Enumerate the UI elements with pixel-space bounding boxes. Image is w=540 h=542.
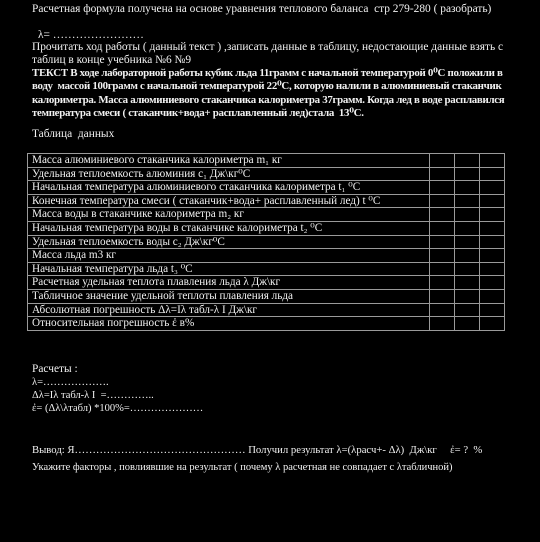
table-value-cell[interactable]: [480, 317, 505, 331]
table-value-cell[interactable]: [455, 289, 480, 303]
data-table: [27, 153, 505, 331]
table-row-label: Начальная температура воды в стаканчике калориметра t₂ ⁰С: [28, 221, 430, 235]
table-value-cell[interactable]: [430, 303, 455, 317]
table-value-cell[interactable]: [480, 181, 505, 195]
table-row-label: Масса воды в стаканчике калориметра m₂ кг: [28, 208, 430, 222]
table-row-label: Табличное значение удельной теплоты плавления льда: [28, 289, 430, 303]
task-text: [32, 67, 512, 120]
calc-lambda: λ=……………….: [32, 377, 109, 388]
table-value-cell[interactable]: [480, 262, 505, 276]
intro-line: Расчетная формула получена на основе уравнения теплового баланса стр 279-280 ( разобрать): [32, 3, 492, 15]
table-row-label: Конечная температура смеси ( стаканчик+вода+ расплавленный лед) t ⁰С: [28, 194, 430, 208]
table-value-cell[interactable]: [480, 303, 505, 317]
factors-question: Укажите факторы , повлиявшие на результат ( почему λ расчетная не совпадает с λтабличной): [32, 462, 453, 473]
table-row: [28, 276, 505, 290]
table-value-cell[interactable]: [480, 235, 505, 249]
table-row: [28, 181, 505, 195]
table-value-cell[interactable]: [430, 221, 455, 235]
table-row-label: Абсолютная погрешность Δλ=Iλ табл-λ I Дж\кг: [28, 303, 430, 317]
table-value-cell[interactable]: [430, 317, 455, 331]
table-value-cell[interactable]: [480, 289, 505, 303]
table-value-cell[interactable]: [455, 194, 480, 208]
table-row: [28, 154, 505, 168]
table-value-cell[interactable]: [480, 167, 505, 181]
table-value-cell[interactable]: [480, 208, 505, 222]
table-row: [28, 235, 505, 249]
table-value-cell[interactable]: [430, 235, 455, 249]
table-row-label: Начальная температура алюминиевого стаканчика калориметра t₁ ⁰С: [28, 181, 430, 195]
table-value-cell[interactable]: [430, 208, 455, 222]
table-value-cell[interactable]: [480, 249, 505, 263]
table-value-cell[interactable]: [455, 235, 480, 249]
table-value-cell[interactable]: [455, 249, 480, 263]
data-table-body: [28, 154, 505, 331]
table-caption: Таблица данных: [32, 128, 115, 140]
table-row: [28, 194, 505, 208]
conclusion-line: Вывод: Я………………………………………… Получил результат λ=(λрасч+- Δλ) Дж\кг ἐ= ? %: [32, 444, 483, 456]
lambda-placeholder: λ= ……………………: [38, 29, 144, 41]
table-value-cell[interactable]: [480, 154, 505, 168]
table-value-cell[interactable]: [430, 154, 455, 168]
instruction-text: Прочитать ход работы ( данный текст ) ,записать данные в таблицу, недостающие данные взять с таблиц в конце учебника №6 №9: [32, 41, 506, 67]
table-value-cell[interactable]: [455, 262, 480, 276]
task-final-temperature: стала 13⁰С.: [308, 106, 364, 119]
table-value-cell[interactable]: [455, 208, 480, 222]
table-value-cell[interactable]: [430, 289, 455, 303]
table-value-cell[interactable]: [455, 317, 480, 331]
table-value-cell[interactable]: [430, 181, 455, 195]
table-row-label: Удельная теплоемкость алюминия c₁ Дж\кг⁰С: [28, 167, 430, 181]
table-row-label: Расчетная удельная теплота плавления льда λ Дж\кг: [28, 276, 430, 290]
table-row: [28, 167, 505, 181]
table-value-cell[interactable]: [455, 276, 480, 290]
table-row: [28, 303, 505, 317]
table-value-cell[interactable]: [430, 167, 455, 181]
table-row-label: Масса алюминиевого стаканчика калориметра m₁ кг: [28, 154, 430, 168]
table-row-label: Удельная теплоемкость воды c₂ Дж\кг⁰С: [28, 235, 430, 249]
table-value-cell[interactable]: [480, 194, 505, 208]
table-row-label: Начальная температура льда t₃ ⁰С: [28, 262, 430, 276]
calculations-title: Расчеты :: [32, 363, 78, 375]
table-value-cell[interactable]: [430, 249, 455, 263]
table-row: [28, 317, 505, 331]
table-row: [28, 262, 505, 276]
table-row-label: Относительная погрешность ἐ в%: [28, 317, 430, 331]
table-value-cell[interactable]: [430, 262, 455, 276]
table-row: [28, 289, 505, 303]
table-value-cell[interactable]: [480, 221, 505, 235]
table-row: [28, 208, 505, 222]
table-value-cell[interactable]: [455, 181, 480, 195]
table-row: [28, 249, 505, 263]
table-value-cell[interactable]: [455, 303, 480, 317]
table-value-cell[interactable]: [430, 194, 455, 208]
table-value-cell[interactable]: [455, 167, 480, 181]
calc-absolute-error: Δλ=Iλ табл-λ I =…………..: [32, 390, 154, 401]
table-row: [28, 221, 505, 235]
task-body: ТЕКСТ В ходе лабораторной работы кубик льда 11грамм с начальной температурой 0⁰С положили в воду массой 100грамм с начальной температурой 22⁰С, которую налили в алюминиевый стаканчик калориметра. Масса алюминиевого стаканчика калориметра 37грамм. Когда лед в воде расплавился температура смеси ( стаканчик+вода+ расплавленный лед): [32, 67, 507, 119]
table-value-cell[interactable]: [480, 276, 505, 290]
table-value-cell[interactable]: [455, 154, 480, 168]
table-value-cell[interactable]: [455, 221, 480, 235]
table-value-cell[interactable]: [430, 276, 455, 290]
table-row-label: Масса льда m3 кг: [28, 249, 430, 263]
calc-relative-error: ἐ= (Δλ\λтабл) *100%=…………………: [32, 403, 204, 414]
